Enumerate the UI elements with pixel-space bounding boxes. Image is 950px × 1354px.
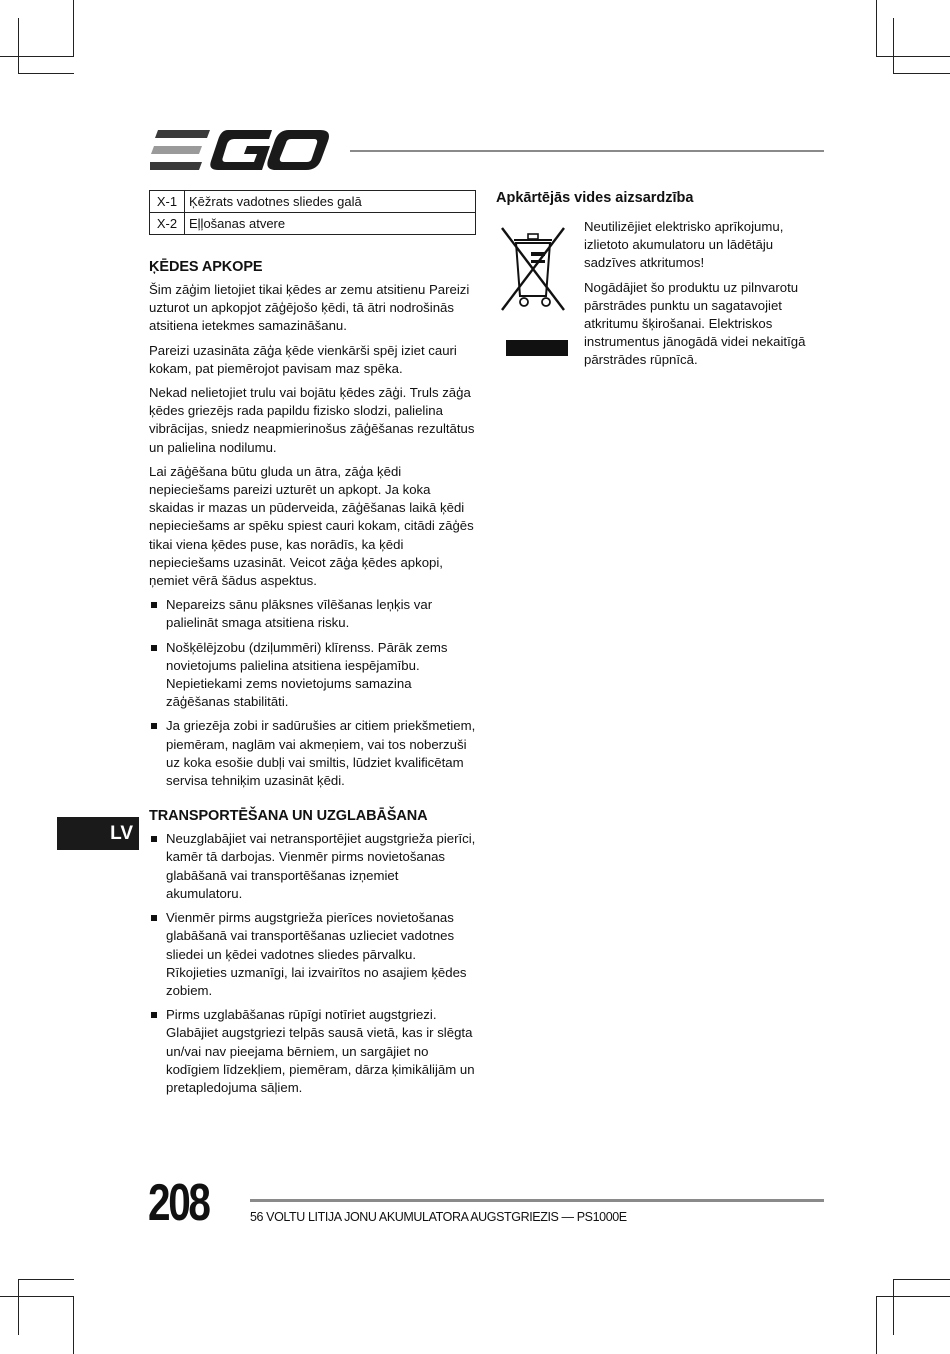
list-item bbox=[149, 1006, 477, 1097]
crop-mark-top-left-v bbox=[73, 0, 74, 56]
environment-heading: Apkārtējās vides aizsardzība bbox=[496, 190, 694, 206]
part-key: X-1 bbox=[150, 191, 185, 213]
list-item-text: Nepareizs sānu plāksnes vīlēšanas leņķis var palielināt smaga atsitiena risku. bbox=[166, 597, 433, 631]
list-item-text: Neuzglabājiet vai netransportējiet augstgrieža pierīci, kamēr tā darbojas. Vienmēr pirms novietošanas glabāšanā vai transportēšanas izņemiet akumulatoru. bbox=[166, 831, 476, 901]
crop-mark-top-left-h2 bbox=[18, 73, 74, 74]
list-item-text: Pirms uzglabāšanas rūpīgi notīriet augstgriezi. Glabājiet augstgriezi telpās sausā vietā, kas ir slēgta un/vai nav pieejama bērniem, un sargājiet no kodīgiem līdzekļiem, piemēram, dārza ķimikālijām un pretapledojuma sāļiem. bbox=[166, 1007, 475, 1095]
bullet-square-icon bbox=[151, 723, 157, 729]
header-rule bbox=[350, 150, 824, 152]
list-item bbox=[149, 639, 477, 712]
part-key: X-2 bbox=[150, 213, 185, 235]
list-item-text: Ja griezēja zobi ir sadūrušies ar citiem priekšmetiem, piemēram, naglām vai akmeņiem, vai tos noberzuši uz koka esošie dubļi vai smiltis, lūdziet kvalificētam servisa tehniķim uzasināt ķēdi. bbox=[166, 718, 476, 789]
list-item-text: Vienmēr pirms augstgrieža pierīces novietošanas glabāšanā vai transportēšanas uzlieciet vadotnes sliedei un ķēdei vadotnes sliedes pārvalku. Rīkojieties uzmanīgi, lai izvairītos no asajiem ķēdes zobiem. bbox=[166, 910, 467, 998]
crossed-out-wheelie-bin-icon bbox=[496, 218, 570, 356]
page-number: 208 bbox=[148, 1174, 209, 1232]
list-item bbox=[149, 830, 477, 903]
table-row bbox=[150, 213, 476, 235]
chain-care-paragraph: Lai zāģēšana būtu gluda un ātra, zāģa ķēdi nepieciešams pareizi uzturēt un apkopt. Ja koka skaidas ir mazas un pūderveida, zāģēšanas laikā ķēdi nepieciešams ar spēku spiest cauri kokam, citādi zāģēs tikai viena ķēdes puse, kas norādīs, ka ķēdi nepieciešams uzasināt. Veicot zāģa ķēdes apkopi, ņemiet vērā šādus aspektus. bbox=[149, 463, 474, 589]
bullet-square-icon bbox=[151, 1012, 157, 1018]
chain-care-paragraph: Nekad nelietojiet trulu vai bojātu ķēdes zāģi. Truls zāģa ķēdes griezējs rada papildu fizisko slodzi, palielina vibrācijas, sniedz neapmierinošus zāģēšanas rezultātus un palielina nodilumu. bbox=[149, 385, 475, 455]
chain-care-paragraph: Šim zāģim lietojiet tikai ķēdes ar zemu atsitienu Pareizi uzturot un apkopjot zāģējošo ķēdi, tā ātri nodrošinās atsitiena ietekmes samazināšanu. bbox=[149, 282, 470, 334]
crop-mark-bottom-right-v bbox=[876, 1296, 877, 1354]
crop-mark-bottom-right-h bbox=[876, 1296, 950, 1297]
environment-paragraph: Neutilizējiet elektrisko aprīkojumu, izlietoto akumulatoru un lādētāju sadzīves atkritumos! bbox=[584, 219, 784, 271]
part-label: Ķēžrats vadotnes sliedes galā bbox=[185, 191, 476, 213]
footer-title: 56 VOLTU LITIJA JONU AKUMULATORA AUGSTGRIEZIS — PS1000E bbox=[250, 1210, 627, 1224]
crop-mark-top-right-v bbox=[876, 0, 877, 56]
chain-care-heading: ĶĒDES APKOPE bbox=[149, 259, 263, 275]
bullet-square-icon bbox=[151, 915, 157, 921]
footer-rule bbox=[250, 1199, 824, 1202]
list-item bbox=[149, 717, 477, 790]
list-item bbox=[149, 596, 477, 632]
right-column bbox=[496, 190, 826, 376]
parts-table bbox=[149, 190, 476, 235]
crop-mark-top-right-h2 bbox=[893, 73, 950, 74]
part-label: Eļļošanas atvere bbox=[185, 213, 476, 235]
crop-mark-bottom-right-h2 bbox=[893, 1279, 950, 1280]
crop-mark-top-right-v2 bbox=[893, 18, 894, 74]
environment-paragraph: Nogādājiet šo produktu uz pilnvarotu pārstrādes punktu un sagatavojiet atkritumu šķirošanai. Elektriskos instrumentus jānogādā videi nekaitīgā pārstrādes rūpnīcā. bbox=[584, 279, 806, 368]
bullet-square-icon bbox=[151, 645, 157, 651]
list-item bbox=[149, 909, 477, 1000]
table-row bbox=[150, 191, 476, 213]
list-item-text: Nošķēlējzobu (dziļummēri) klīrenss. Pārāk zems novietojums palielina atsitiena iespējamību. Nepietiekami zems novietojums samazina zāģēšanas stabilitāti. bbox=[166, 639, 448, 710]
crop-mark-top-right-h bbox=[876, 56, 950, 57]
bullet-square-icon bbox=[151, 602, 157, 608]
ego-logo bbox=[150, 130, 330, 172]
transport-heading: TRANSPORTĒŠANA UN UZGLABĀŠANA bbox=[149, 808, 428, 825]
bullet-square-icon bbox=[151, 836, 157, 842]
crop-mark-bottom-left-h2 bbox=[18, 1279, 74, 1280]
crop-mark-top-left-h bbox=[0, 56, 74, 57]
environment-text bbox=[584, 218, 826, 370]
chain-care-list bbox=[149, 596, 477, 790]
crop-mark-bottom-right-v2 bbox=[893, 1279, 894, 1335]
environment-block bbox=[496, 218, 826, 370]
left-column bbox=[149, 190, 477, 1103]
language-tab: LV bbox=[57, 817, 139, 850]
crop-mark-bottom-left-h bbox=[0, 1296, 74, 1297]
crop-mark-bottom-left-v bbox=[73, 1296, 74, 1354]
transport-list bbox=[149, 830, 477, 1097]
crop-mark-bottom-left-v2 bbox=[18, 1279, 19, 1335]
chain-care-paragraph: Pareizi uzasināta zāģa ķēde vienkārši spēj iziet cauri kokam, pat piemērojot pavisam maz spēka. bbox=[149, 342, 457, 376]
crop-mark-top-left-v2 bbox=[18, 18, 19, 74]
